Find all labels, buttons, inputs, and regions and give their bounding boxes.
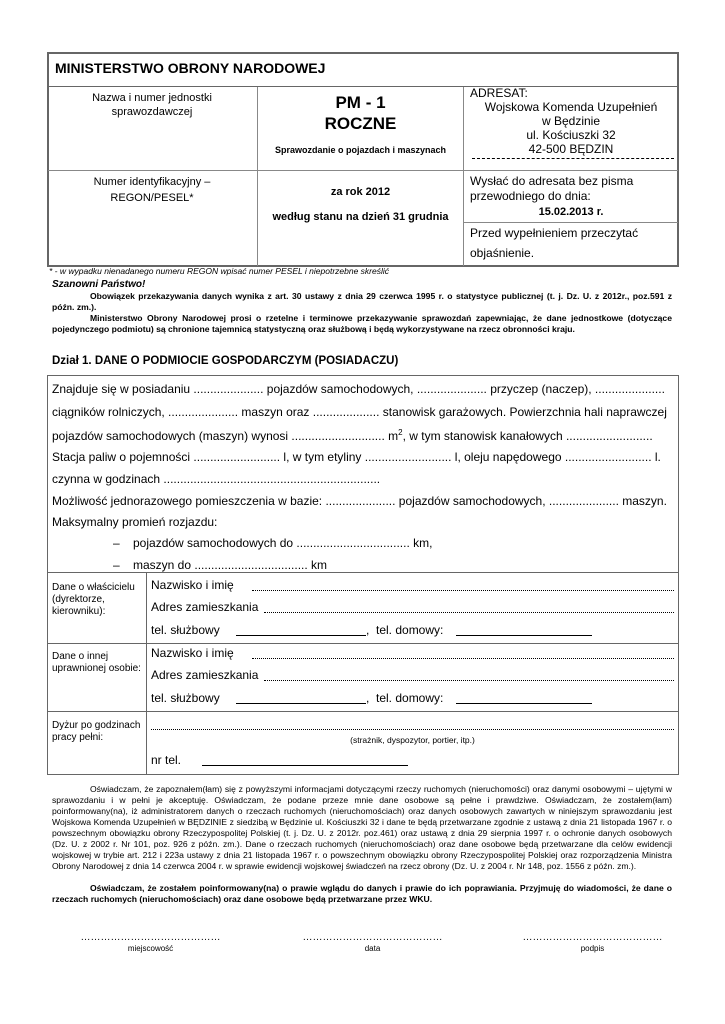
section-1-title: Dział 1. DANE O PODMIOCIE GOSPODARCZYM (POSIADACZU) bbox=[52, 355, 399, 367]
intro-paragraph-2: Ministerstwo Obrony Narodowej prosi o rzetelne i terminowe przekazywanie sprawozdań zapewniając, że dane jednostkowe (dotyczące pojedynczego podmiotu) są chronione tajemnicą statystyczną oraz służbową i będą wykorzystywane na rzecz obronności kraju. bbox=[52, 313, 672, 334]
declaration-paragraph-2: Oświadczam, że zostałem poinformowany(na) o prawie wglądu do danych i prawie do ich poprawiania. Przyjmuję do wiadomości, że dane o rzeczach ruchomych (nieruchomościach) oraz dane osobowe będą przetwarzane przez WKU. bbox=[52, 883, 672, 904]
owner-label: Dane o właścicielu (dyrektorze, kierowniku): bbox=[52, 582, 135, 617]
row-divider-owner bbox=[48, 572, 678, 573]
other-name-label: Nazwisko i imię bbox=[151, 646, 234, 660]
duty-hint: (strażnik, dyspozytor, portier, itp.) bbox=[350, 735, 475, 745]
fuel-station-line: Stacja paliw o pojemności .......................... l, w tym etyliny .......................... l, oleju napędowego .......................... l. bbox=[52, 450, 661, 464]
duty-phone-label: nr tel. bbox=[151, 753, 182, 767]
form-period: ROCZNE bbox=[324, 114, 397, 133]
footnote: * - w wypadku nienadanego numeru REGON wpisać numer PESEL i niepotrzebne skreślić bbox=[49, 266, 390, 276]
read-note-1: Przed wypełnieniem przeczytać bbox=[470, 226, 639, 240]
intro-paragraph-1: Obowiązek przekazywania danych wynika z art. 30 ustawy z dnia 29 czerwca 1995 r. o statystyce publicznej (t. j. Dz. U. z 2012r., poz.591 z późn. zm.). bbox=[52, 291, 672, 312]
radius-title: Maksymalny promień rozjazdu: bbox=[52, 515, 218, 529]
other-person-label: Dane o innej uprawnionej osobie: bbox=[52, 651, 141, 674]
addressee-line-2: w Będzinie bbox=[541, 114, 601, 128]
unit-label: Nazwa i numer jednostki sprawozdawczej bbox=[92, 92, 212, 118]
send-note-1: Wysłać do adresata bez pisma bbox=[470, 174, 634, 188]
possession-line-1: Znajduje się w posiadaniu ..................... pojazdów samochodowych, ..................... przyczep (naczep), ..................... bbox=[52, 382, 665, 396]
addressee-underline bbox=[472, 158, 674, 159]
radius-dash-1: – bbox=[113, 536, 120, 550]
signature-field[interactable]: …………………………………… bbox=[522, 932, 663, 943]
read-note-2: objaśnienie. bbox=[470, 246, 535, 260]
owner-address-label: Adres zamieszkania bbox=[151, 600, 259, 614]
possession-line-2: ciągników rolniczych, ..................... maszyn oraz .................... stanowisk garażowych. Powierzchnia hali naprawczej bbox=[52, 405, 667, 419]
owner-address-input[interactable] bbox=[264, 612, 674, 613]
other-phone-work-label: tel. służbowy bbox=[151, 691, 220, 705]
owner-name-input[interactable] bbox=[252, 590, 674, 591]
form-code: PM - 1 bbox=[335, 93, 386, 112]
owner-comma: , bbox=[366, 623, 370, 637]
radius-vehicles-line: pojazdów samochodowych do .................................. km, bbox=[133, 536, 433, 550]
id-label-2: REGON/PESEL* bbox=[110, 192, 194, 204]
row-divider-duty bbox=[48, 711, 678, 712]
id-label-1: Numer identyfikacyjny – bbox=[93, 176, 211, 188]
report-year: za rok 2012 bbox=[330, 186, 391, 198]
owner-phone-home-label: tel. domowy: bbox=[376, 623, 444, 637]
ministry-title: MINISTERSTWO OBRONY NARODOWEJ bbox=[55, 60, 326, 76]
other-address-label: Adres zamieszkania bbox=[151, 668, 259, 682]
radius-dash-2: – bbox=[113, 558, 120, 572]
owner-phone-work-input[interactable] bbox=[236, 635, 366, 636]
send-note-2: przewodniego do dnia: bbox=[470, 189, 591, 203]
declaration-paragraph-1: Oświadczam, że zapoznałem(łam) się z powyższymi informacjami dotyczącymi rzeczy ruchomych (nieruchomości) oraz danymi osobowymi – ujętymi w sprawozdaniu i w pełni je akceptuję. Oświadczam, że podane przeze mnie dane osobowe są pełne i prawdziwe. Oświadczam, że zostałem(łam) poinformowany(na), iż administratorem danych o rzeczach ruchomych (nieruchomościach) oraz danych osobowych zawartych w niniejszym sprawozdaniu jest Wojskowa Komenda Uzupełnień w BĘDZINIE z siedzibą w Będzinie ul. Kościuszki 32 i dane te będą przetwarzane zgodnie z ustawą z dnia 21 listopada 1967 r. o powszechnym obowiązku obrony Rzeczypospolitej Polskiej (t. j. Dz. U. z 2012r. poz.461) oraz ustawą z dnia 29 sierpnia 1997 r. o ochronie danych osobowych (Dz. U. z 2002 r. Nr 101, poz. 926 z późn. zm.). Dane o rzeczach ruchomych (nieruchomościach) oraz dane osobowe będą przetwarzane dla celów ewidencji wojskowej w trybie art. 212 i 223a ustawy z dnia 21 listopada 1967 r. o powszechnym obowiązku obrony Rzeczypospolitej Polskiej oraz rozporządzenia Ministra Obrony Narodowej z dnia 14 czerwca 2004 r. w sprawie ewidencji wojskowej świadczeń na rzecz obrony (Dz. U. z 2004 r. Nr 148, poz. 1556 z późn. zm.). bbox=[52, 784, 672, 871]
greeting: Szanowni Państwo! bbox=[52, 279, 146, 290]
other-phone-home-input[interactable] bbox=[456, 703, 592, 704]
other-phone-work-input[interactable] bbox=[236, 703, 366, 704]
addressee-label: ADRESAT: bbox=[470, 86, 528, 100]
label-column-divider bbox=[146, 573, 147, 774]
radius-machines-line: maszyn do .................................. km bbox=[133, 558, 328, 572]
owner-name-label: Nazwisko i imię bbox=[151, 578, 234, 592]
signature-caption: podpis bbox=[580, 944, 605, 953]
other-name-input[interactable] bbox=[252, 658, 674, 659]
hours-line: czynna w godzinach ................................................................. bbox=[52, 472, 381, 486]
place-caption: miejscowość bbox=[127, 944, 174, 953]
other-address-input[interactable] bbox=[264, 680, 674, 681]
owner-phone-work-label: tel. służbowy bbox=[151, 623, 220, 637]
form-description: Sprawozdanie o pojazdach i maszynach bbox=[274, 145, 447, 155]
place-field[interactable]: …………………………………… bbox=[80, 932, 221, 943]
addressee-line-1: Wojskowa Komenda Uzupełnień bbox=[484, 100, 658, 114]
addressee-line-4: 42-500 BĘDZIN bbox=[528, 142, 614, 156]
deadline-divider bbox=[464, 222, 678, 223]
capacity-line: Możliwość jednorazowego pomieszczenia w bazie: ..................... pojazdów samochodowych, ..................... maszyn. bbox=[52, 494, 667, 508]
possession-line-3: pojazdów samochodowych (maszyn) wynosi ............................ $m^2$, w tym stanowisk kanałowych .......................... bbox=[52, 428, 653, 443]
other-comma: , bbox=[366, 691, 370, 705]
date-field[interactable]: …………………………………… bbox=[302, 932, 443, 943]
other-phone-home-label: tel. domowy: bbox=[376, 691, 444, 705]
header-row-divider bbox=[48, 170, 678, 171]
date-caption: data bbox=[364, 944, 381, 953]
deadline-date: 15.02.2013 r. bbox=[538, 206, 604, 218]
duty-phone-input[interactable] bbox=[202, 765, 408, 766]
report-state-date: według stanu na dzień 31 grudnia bbox=[272, 211, 449, 223]
duty-label: Dyżur po godzinach pracy pełni: bbox=[52, 720, 141, 743]
duty-person-input[interactable] bbox=[151, 729, 674, 730]
header-divider bbox=[48, 86, 678, 87]
row-divider-other bbox=[48, 643, 678, 644]
addressee-line-3: ul. Kościuszki 32 bbox=[526, 128, 616, 142]
header-col-divider-2 bbox=[463, 87, 464, 266]
owner-phone-home-input[interactable] bbox=[456, 635, 592, 636]
